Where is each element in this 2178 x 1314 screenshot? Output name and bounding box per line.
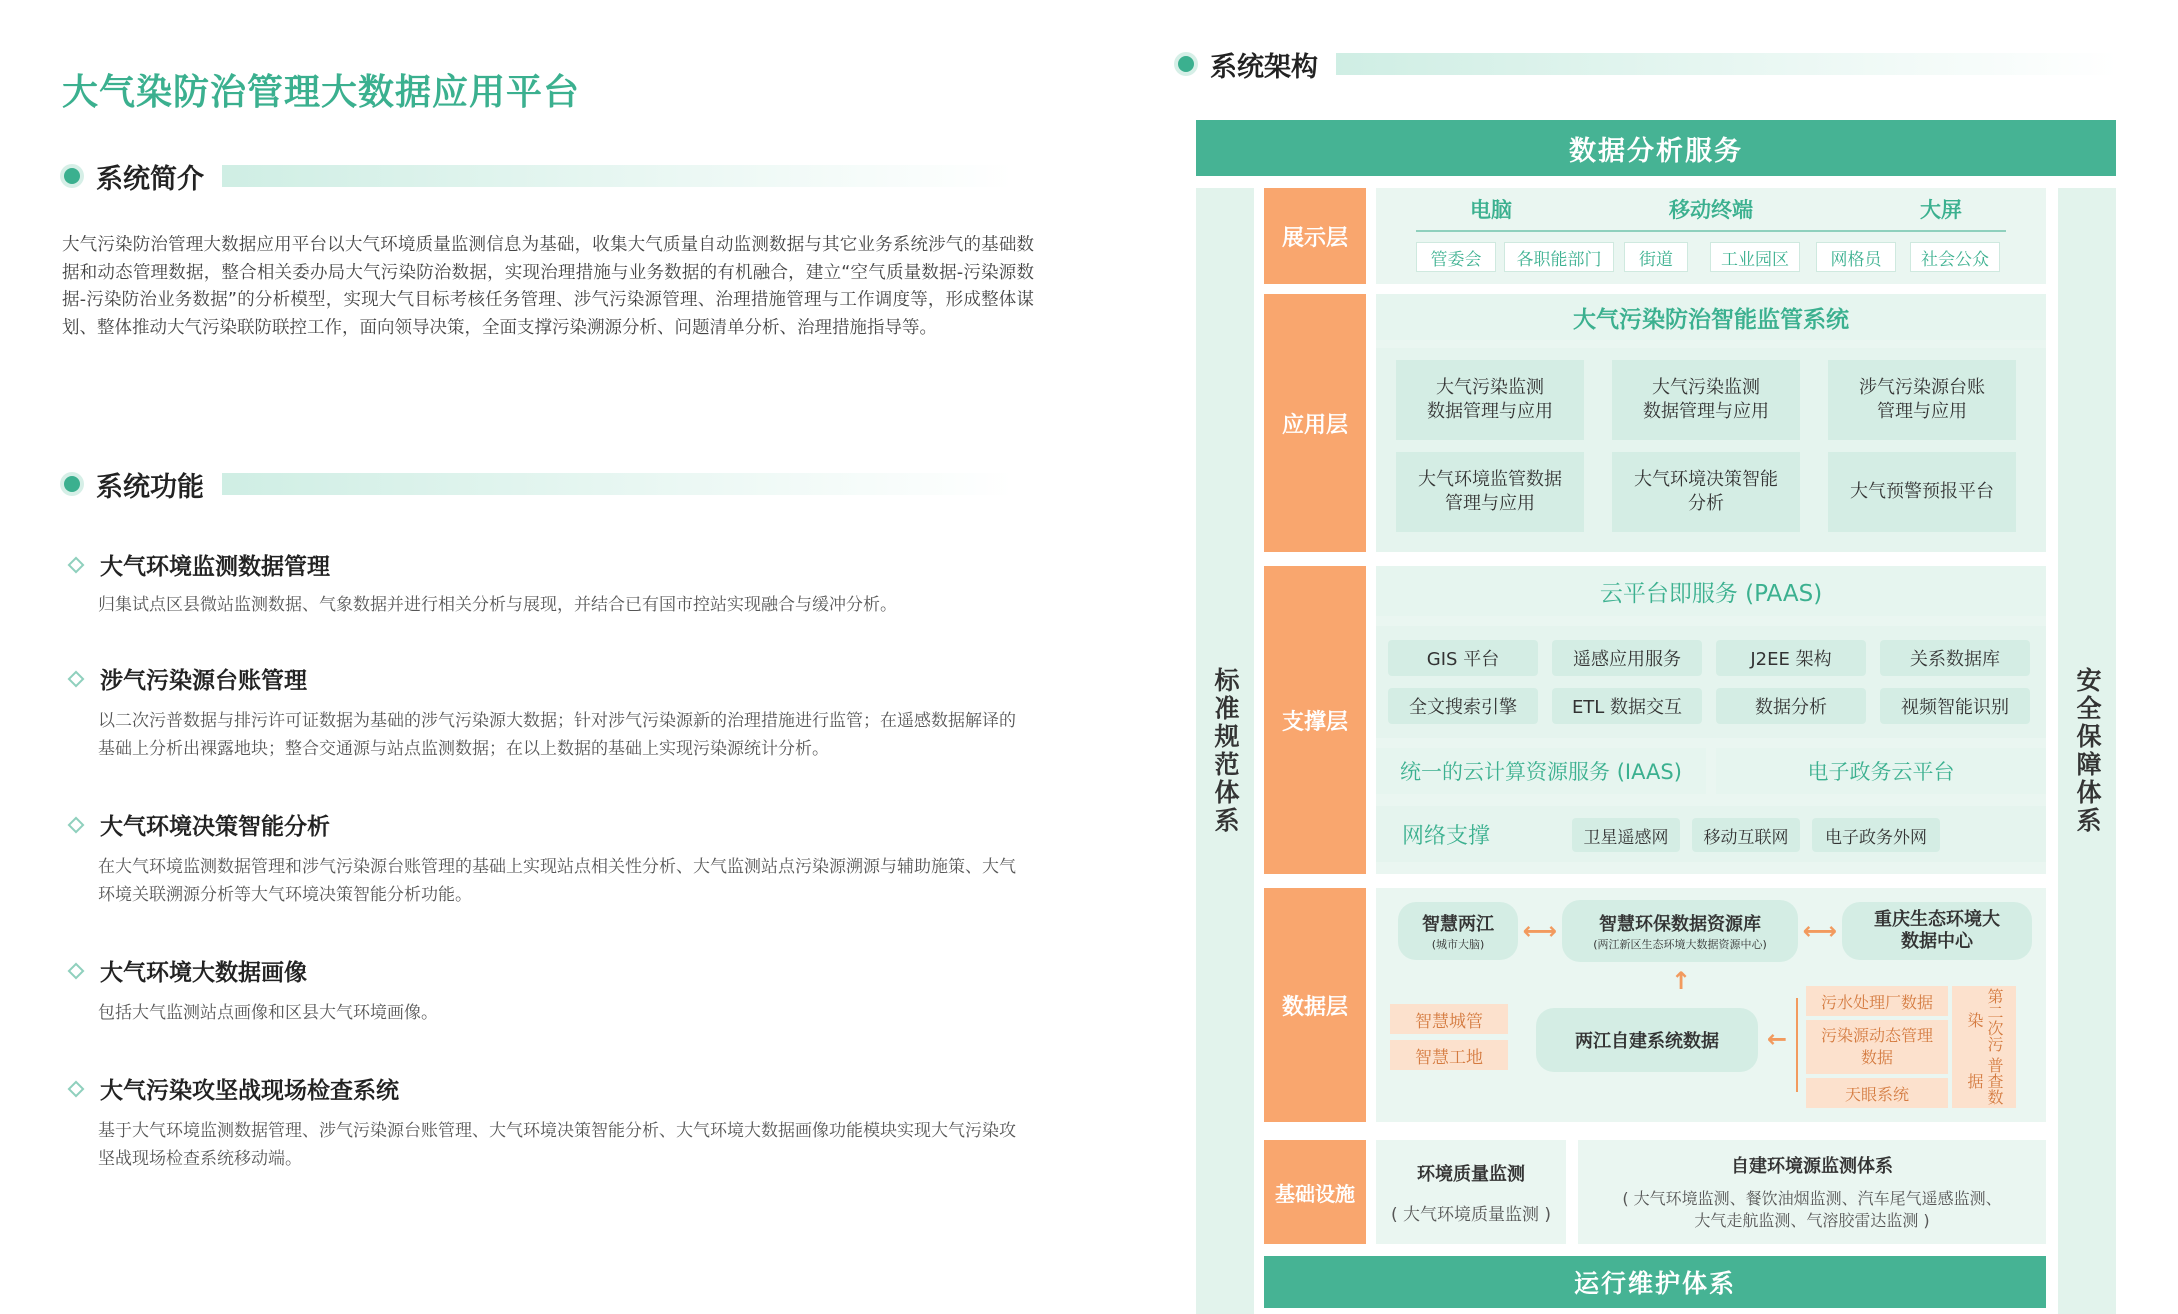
census-a: 普查数据	[1965, 1056, 2004, 1105]
network-pill: 电子政务外网	[1812, 818, 1940, 852]
bullet-dot-icon	[64, 168, 80, 184]
app-module: 大气污染监测 数据管理与应用	[1396, 360, 1584, 440]
function-title: 大气环境大数据画像	[100, 960, 307, 986]
decorative-bar	[222, 473, 1014, 495]
function-item	[70, 954, 1032, 1027]
up-arrow-icon: ↑	[1670, 967, 1692, 995]
decorative-bar	[1336, 53, 2118, 75]
function-title: 大气污染攻坚战现场检查系统	[100, 1078, 399, 1104]
source-tag: 污染源动态管理 数据	[1806, 1020, 1948, 1074]
page-title: 大气染防治管理大数据应用平台	[62, 72, 581, 113]
network-pill: 移动互联网	[1692, 818, 1800, 852]
services-area	[1376, 626, 2046, 738]
left-arrow-icon: ←	[1766, 1025, 1788, 1053]
layer-label-application: 应用层	[1264, 294, 1366, 552]
app-module: 大气环境决策智能 分析	[1612, 452, 1800, 532]
cq-eco-data-center: 重庆生态环境大 数据中心	[1842, 902, 2032, 960]
support-layer	[1376, 566, 2046, 874]
app-module: 涉气污染源台账 管理与应用	[1828, 360, 2016, 440]
app-module: 大气环境监管数据 管理与应用	[1396, 452, 1584, 532]
function-item	[70, 1072, 1032, 1173]
smart-lj-title: 智慧两江	[1422, 914, 1494, 935]
diamond-icon	[68, 816, 85, 833]
service-pill: ETL 数据交互	[1552, 688, 1702, 724]
resource-lib-sub: (两江新区生态环境大数据资源中心)	[1593, 938, 1767, 951]
service-pill: J2EE 架构	[1716, 640, 1866, 676]
network-row	[1376, 806, 2046, 862]
intro-heading: 系统简介	[96, 163, 204, 195]
resource-lib-title: 智慧环保数据资源库	[1599, 914, 1761, 935]
function-title: 大气环境决策智能分析	[100, 814, 330, 840]
terminal-bigscreen: 大屏	[1920, 198, 1962, 222]
terminal-mobile: 移动终端	[1669, 198, 1753, 222]
self-built-system-data: 两江自建系统数据	[1536, 1008, 1758, 1072]
user-tag: 工业园区	[1710, 242, 1800, 272]
resource-library	[1562, 900, 1798, 962]
bracket-line	[1796, 998, 1798, 1092]
app-modules-area	[1376, 348, 2046, 552]
decorative-bar	[222, 165, 1014, 187]
intro-section-header	[64, 156, 1014, 196]
service-pill: 全文搜索引擎	[1388, 688, 1538, 724]
service-pill: GIS 平台	[1388, 640, 1538, 676]
diamond-icon	[68, 670, 85, 687]
self-monitoring-system	[1578, 1140, 2046, 1244]
divider	[1416, 230, 2006, 232]
left-pillar-standards: 标准规范体系	[1196, 188, 1254, 1314]
smart-liangjiang	[1398, 902, 1518, 960]
paas-header: 云平台即服务 (PAAS)	[1376, 566, 2046, 616]
env-quality-title: 环境质量监测	[1417, 1163, 1525, 1185]
diamond-icon	[68, 1080, 85, 1097]
user-tag: 各职能部门	[1504, 242, 1614, 272]
arch-heading: 系统架构	[1210, 51, 1318, 83]
data-layer	[1376, 888, 2046, 1122]
display-layer	[1376, 188, 2046, 284]
self-monitor-title: 自建环境源监测体系	[1731, 1156, 1893, 1177]
function-desc: 基于大气环境监测数据管理、涉气污染源台账管理、大气环境决策智能分析、大气环境大数据画像功能模块实现大气污染攻坚战现场检查系统移动端。	[98, 1121, 1016, 1169]
layer-label-infra: 基础设施	[1264, 1140, 1366, 1244]
function-item	[70, 662, 1032, 763]
app-header: 大气污染防治智能监管系统	[1376, 294, 2046, 340]
smart-city-mgmt: 智慧城管	[1390, 1004, 1508, 1034]
iaas-box: 统一的云计算资源服务 (IAAS)	[1376, 748, 1706, 794]
function-item	[70, 808, 1032, 909]
layer-label-data: 数据层	[1264, 888, 1366, 1122]
source-tag: 污水处理厂数据	[1806, 986, 1948, 1016]
service-pill: 视频智能识别	[1880, 688, 2030, 724]
diamond-icon	[68, 962, 85, 979]
function-title: 大气环境监测数据管理	[100, 554, 330, 580]
function-desc: 包括大气监测站点画像和区县大气环境画像。	[98, 1003, 438, 1023]
census-b: 第二次污染	[1965, 987, 2004, 1052]
app-module: 大气预警预报平台	[1828, 452, 2016, 532]
top-bar-data-analysis: 数据分析服务	[1196, 120, 2116, 176]
network-pill: 卫星遥感网	[1572, 818, 1680, 852]
app-module: 大气污染监测 数据管理与应用	[1612, 360, 1800, 440]
network-label: 网络支撑	[1401, 823, 1490, 849]
user-tag: 管委会	[1416, 242, 1496, 272]
service-pill: 遥感应用服务	[1552, 640, 1702, 676]
env-quality-monitoring	[1376, 1140, 1566, 1244]
function-title: 涉气污染源台账管理	[100, 668, 307, 694]
functions-heading: 系统功能	[96, 471, 204, 503]
layer-label-support: 支撑层	[1264, 566, 1366, 874]
function-item	[70, 548, 1032, 619]
application-layer	[1376, 294, 2046, 552]
user-tag: 社会公众	[1910, 242, 2000, 272]
diamond-icon	[68, 556, 85, 573]
self-monitor-sub: ( 大气环境监测、餐饮油烟监测、汽车尾气遥感监测、 大气走航监测、气溶胶雷达监测 )	[1622, 1189, 2002, 1230]
service-pill: 关系数据库	[1880, 640, 2030, 676]
bullet-dot-icon	[64, 476, 80, 492]
env-quality-sub: ( 大气环境质量监测 )	[1390, 1204, 1552, 1225]
bullet-dot-icon	[1178, 56, 1194, 72]
service-pill: 数据分析	[1716, 688, 1866, 724]
egov-cloud-box: 电子政务云平台	[1716, 748, 2046, 794]
function-desc: 归集试点区县微站监测数据、气象数据并进行相关分析与展现，并结合已有国市控站实现融合与缓冲分析。	[98, 595, 897, 615]
user-tag: 街道	[1624, 242, 1688, 272]
intro-text: 大气污染防治管理大数据应用平台以大气环境质量监测信息为基础，收集大气质量自动监测数据与其它业务系统涉气的基础数据和动态管理数据，整合相关委办局大气污染防治数据，实现治理措施与业务数据的有机融合，建立“空气质量数据-污染源数据-污染防治业务数据”的分析模型，实现大气目标考核任务管理、涉气污染源管理、治理措施管理与工作调度等，形成整体谋划、整体推动大气污染联防联控工作，面向领导决策，全面支撑污染溯源分析、问题清单分析、治理措施指导等。	[62, 235, 1034, 338]
layer-label-display: 展示层	[1264, 188, 1366, 284]
user-tag: 网格员	[1816, 242, 1896, 272]
functions-section-header	[64, 464, 1014, 504]
terminal-pc: 电脑	[1470, 198, 1512, 222]
double-arrow-icon: ⟷	[1802, 917, 1838, 945]
arch-section-header	[1178, 44, 2118, 84]
right-pillar-security: 安全保障体系	[2058, 188, 2116, 1314]
double-arrow-icon: ⟷	[1522, 917, 1558, 945]
source-tag: 天眼系统	[1806, 1078, 1948, 1108]
census-tag	[1952, 986, 2016, 1108]
bottom-bar-operations: 运行维护体系	[1264, 1256, 2046, 1308]
smart-lj-sub: (城市大脑)	[1431, 938, 1485, 951]
function-desc: 在大气环境监测数据管理和涉气污染源台账管理的基础上实现站点相关性分析、大气监测站点污染源溯源与辅助施策、大气环境关联溯源分析等大气环境决策智能分析功能。	[98, 857, 1016, 905]
function-desc: 以二次污普数据与排污许可证数据为基础的涉气污染源大数据；针对涉气污染源新的治理措施进行监管；在遥感数据解译的基础上分析出裸露地块；整合交通源与站点监测数据；在以上数据的基础上实现污染源统计分析。	[98, 711, 1016, 759]
smart-site: 智慧工地	[1390, 1040, 1508, 1070]
